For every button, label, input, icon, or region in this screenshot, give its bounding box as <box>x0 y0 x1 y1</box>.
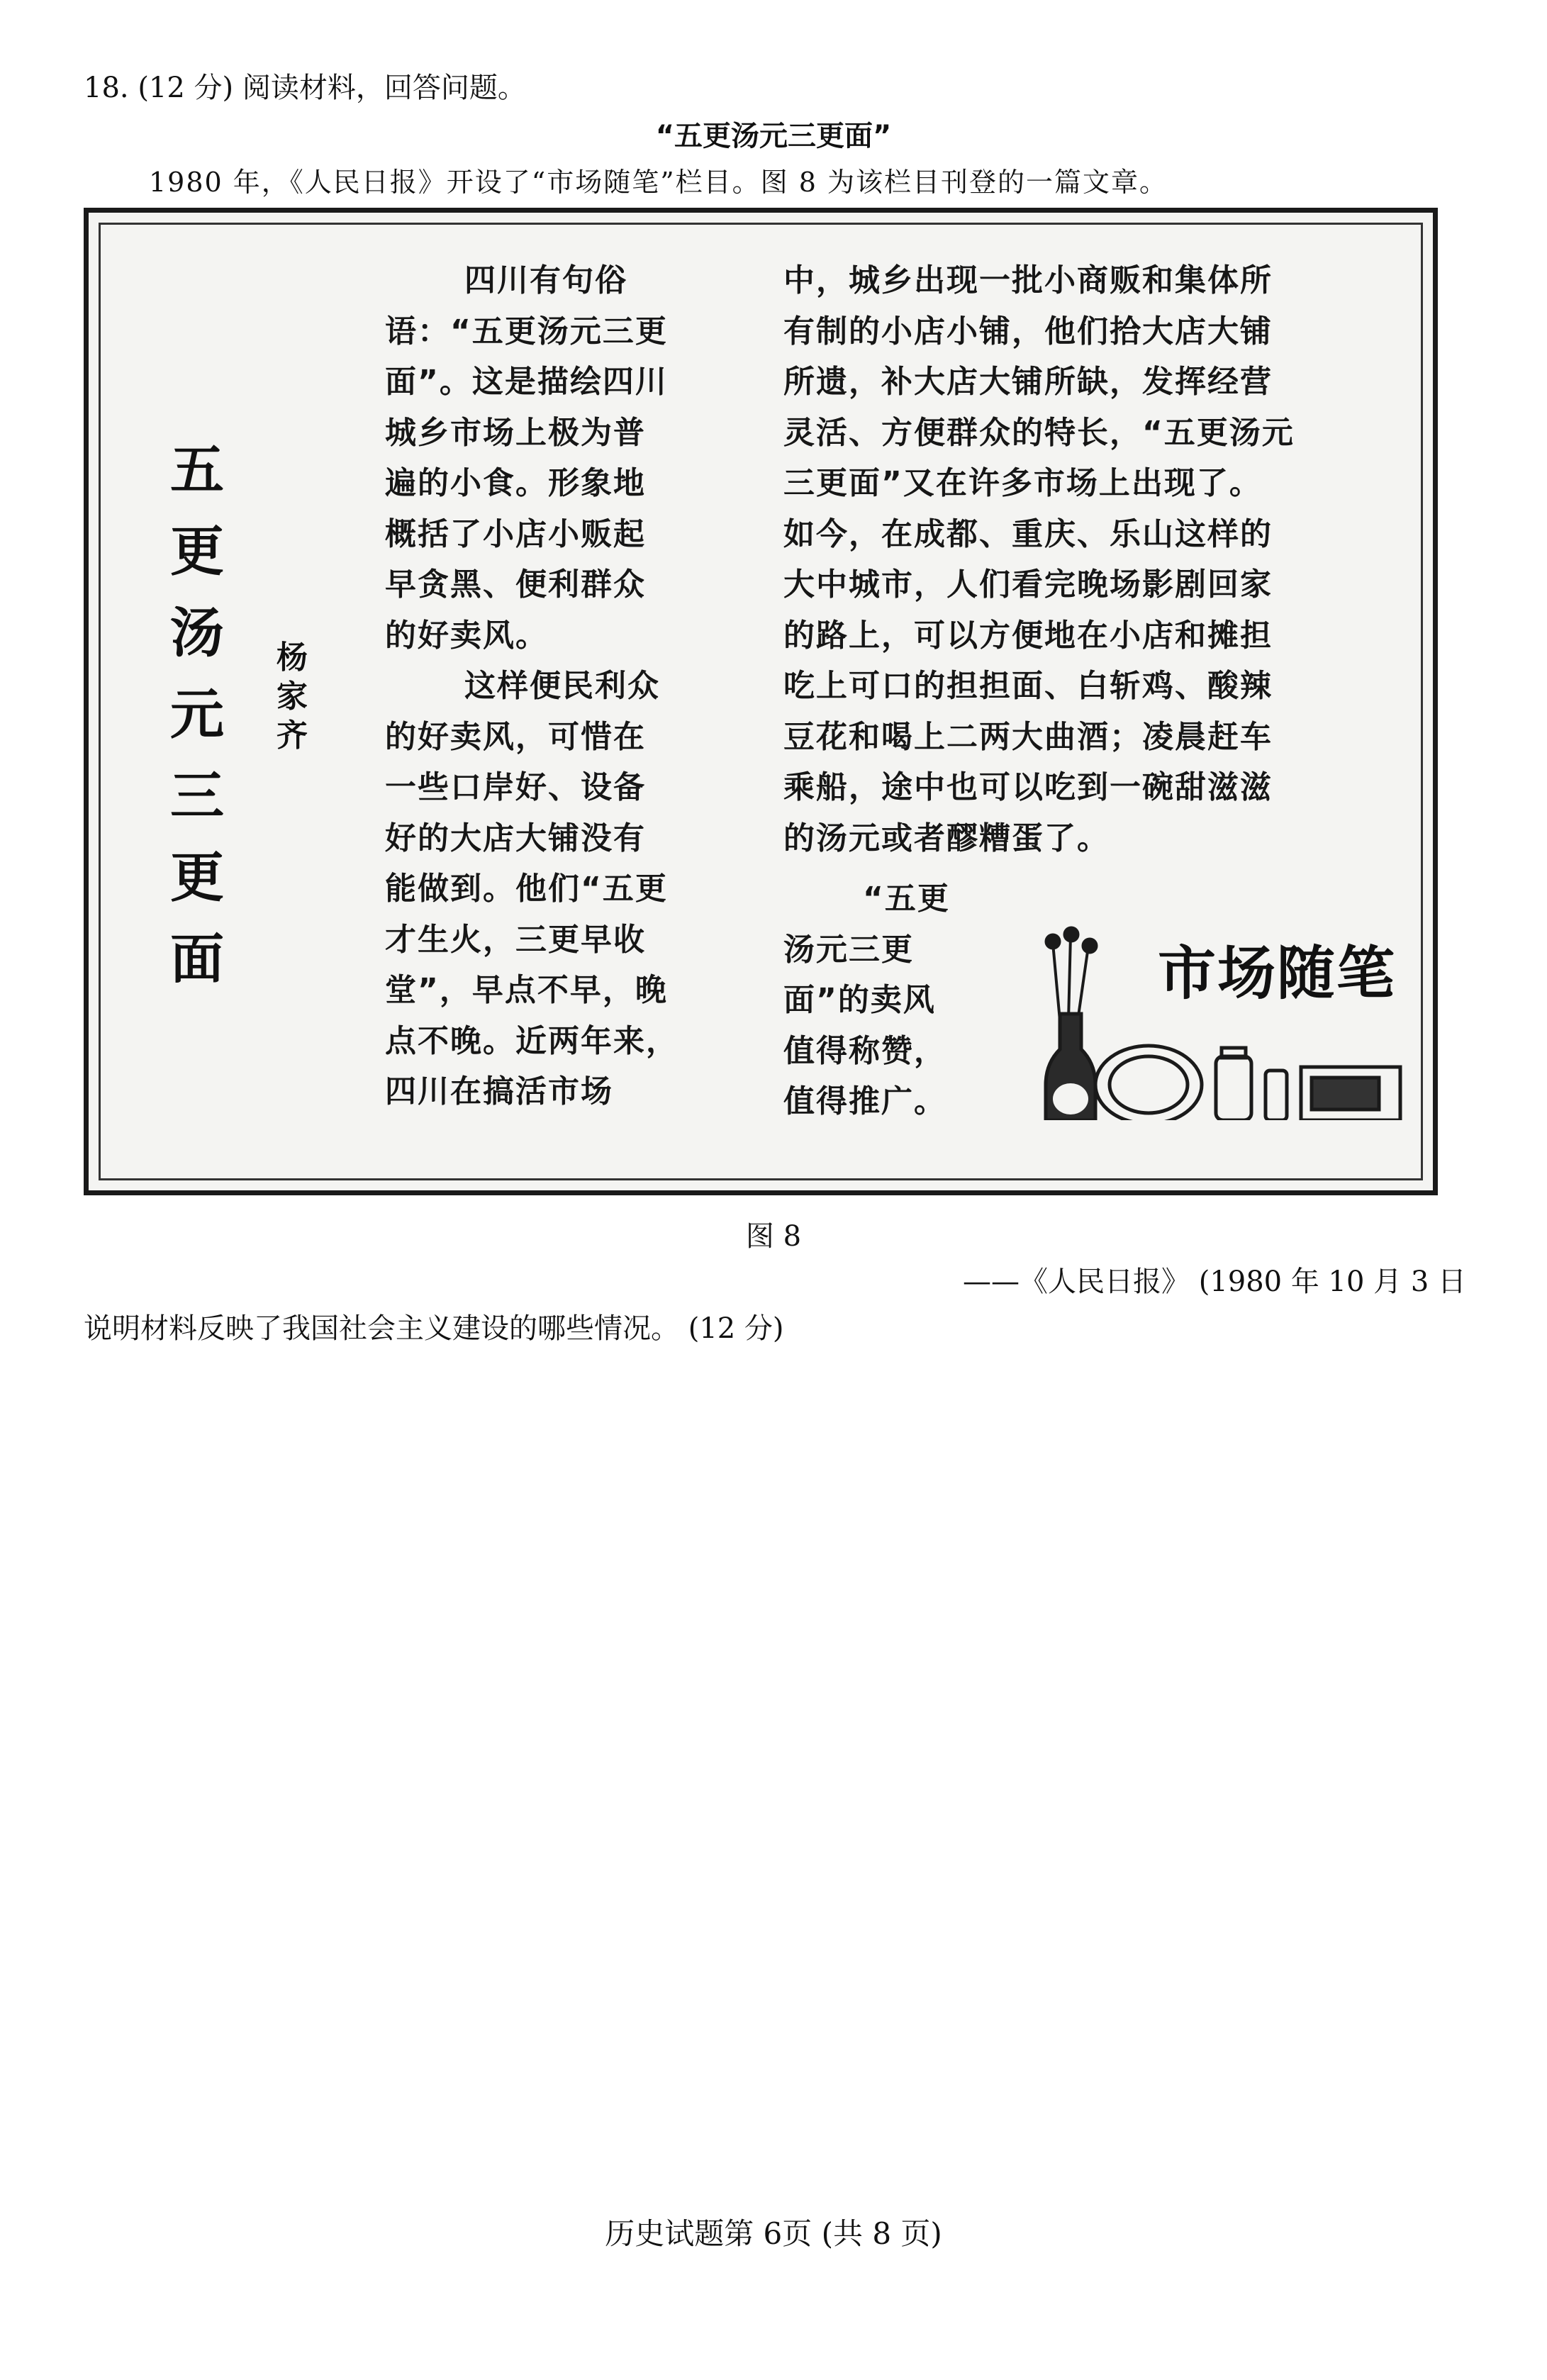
text-line: 有制的小店小铺，他们拾大店大铺 <box>783 313 1273 350</box>
text-line: 的好卖风。 <box>385 617 548 654</box>
text-line: 四川有句俗 <box>464 262 627 298</box>
headline-char: 元 <box>170 683 224 746</box>
article-column-2 <box>783 255 1407 864</box>
column-title: 市场随笔 <box>1158 940 1397 1007</box>
author-char: 杨 <box>277 639 308 676</box>
headline-char: 面 <box>170 927 224 990</box>
headline-char: 更 <box>170 846 224 909</box>
article-column-3 <box>783 873 996 1127</box>
text-line: 堂”，早点不早，晚 <box>385 972 668 1008</box>
source-citation: ——《人民日报》 (1980 年 10 月 3 日 <box>963 1266 1467 1298</box>
text-line: “五更 <box>863 881 950 917</box>
article-column-1 <box>385 255 739 1117</box>
text-line: 豆花和喝上二两大曲酒；凌晨赶车 <box>783 718 1273 755</box>
text-line: 大中城市，人们看完晚场影剧回家 <box>783 566 1273 603</box>
text-line: 值得称赞， <box>783 1032 946 1069</box>
headline-char: 五 <box>170 438 224 501</box>
text-line: 如今，在成都、重庆、乐山这样的 <box>783 515 1273 552</box>
text-line: 点不晚。近两年来， <box>385 1022 678 1059</box>
newspaper-clipping <box>84 208 1438 1195</box>
text-line: 才生火，三更早收 <box>385 921 646 958</box>
text-line: 面”。这是描绘四川 <box>385 364 668 400</box>
text-line: 概括了小店小贩起 <box>385 515 646 552</box>
text-line: 所遗，补大店大铺所缺，发挥经营 <box>783 364 1273 400</box>
text-line: 城乡市场上极为普 <box>385 414 646 451</box>
page-footer: 历史试题第 6页 (共 8 页) <box>605 2216 942 2251</box>
text-line: 好的大店大铺没有 <box>385 820 646 856</box>
text-line: 中，城乡出现一批小商贩和集体所 <box>783 262 1273 298</box>
text-line: 能做到。他们“五更 <box>385 871 668 907</box>
text-line: 的汤元或者醪糟蛋了。 <box>783 820 1110 856</box>
text-line: 乘船，途中也可以吃到一碗甜滋滋 <box>783 769 1273 805</box>
text-line: 值得推广。 <box>783 1083 946 1119</box>
author-char: 齐 <box>277 717 308 754</box>
headline-char: 更 <box>170 520 224 583</box>
headline-char: 三 <box>170 764 224 827</box>
text-line: 的路上，可以方便地在小店和摊担 <box>783 617 1273 654</box>
text-line: 一些口岸好、设备 <box>385 769 646 805</box>
text-line: 面”的卖风 <box>783 982 936 1018</box>
text-line: 吃上可口的担担面、白斩鸡、酸辣 <box>783 668 1273 704</box>
text-line: 语：“五更汤元三更 <box>385 313 668 350</box>
question-header: 18. (12 分) 阅读材料，回答问题。 <box>84 72 526 104</box>
figure-label: 图 8 <box>745 1220 802 1253</box>
text-line: 汤元三更 <box>783 931 914 968</box>
text-line: 遍的小食。形象地 <box>385 465 646 501</box>
headline-char: 汤 <box>170 601 224 664</box>
text-line: 灵活、方便群众的特长，“五更汤元 <box>783 414 1295 451</box>
text-line: 四川在搞活市场 <box>385 1073 613 1110</box>
text-line: 三更面”又在许多市场上出现了。 <box>783 465 1262 501</box>
text-line: 早贪黑、便利群众 <box>385 566 646 603</box>
material-title: “五更汤元三更面” <box>655 120 892 152</box>
text-line: 的好卖风，可惜在 <box>385 718 646 755</box>
question-prompt: 说明材料反映了我国社会主义建设的哪些情况。 (12 分) <box>84 1312 784 1345</box>
text-line: 这样便民利众 <box>464 668 660 704</box>
material-intro: 1980 年，《人民日报》开设了“市场随笔”栏目。图 8 为该栏目刊登的一篇文章。 <box>149 167 1168 198</box>
article-author <box>274 638 310 755</box>
article-headline <box>165 429 229 1000</box>
author-char: 家 <box>277 678 308 715</box>
